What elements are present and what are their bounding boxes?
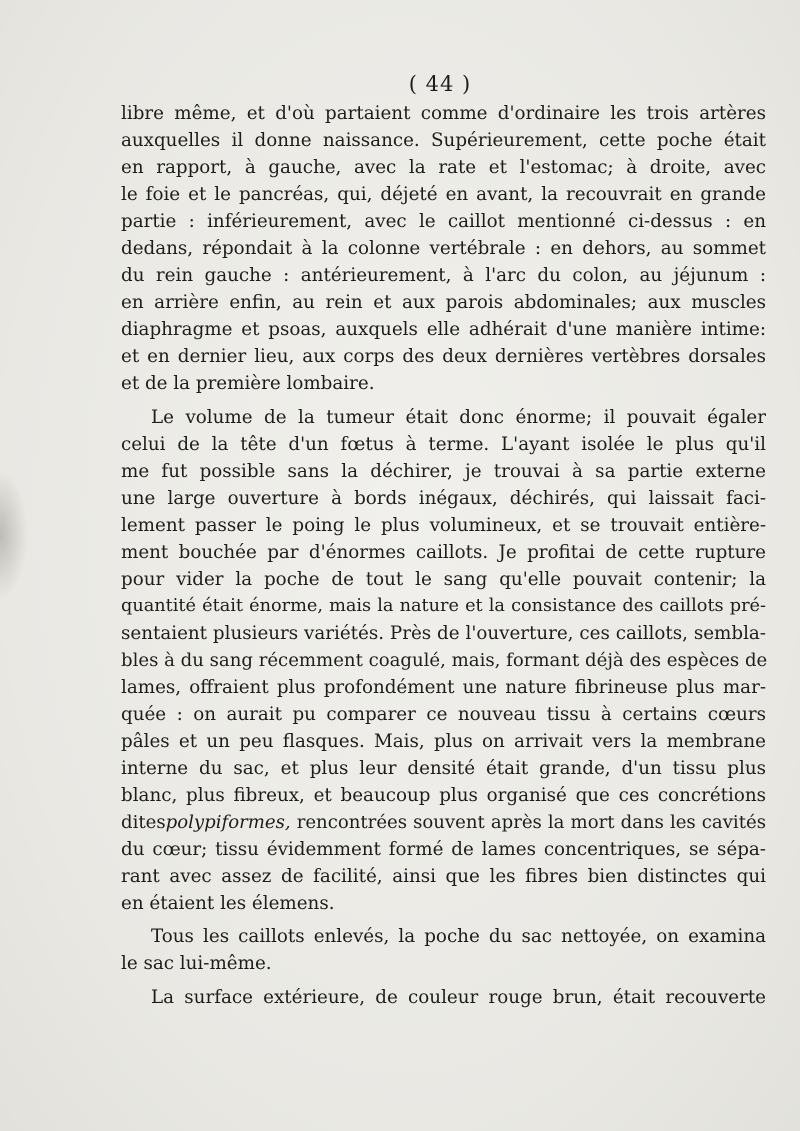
text-line: du rein gauche : antérieurement, à l'arc du colon, au jéjunum : <box>121 265 766 287</box>
text-line: interne du sac, et plus leur densité était grande, d'un tissu plus <box>121 758 766 780</box>
text-line: me fut possible sans la déchirer, je trouvai à sa partie externe <box>121 460 766 482</box>
italic-term: polypiformes, <box>165 812 291 834</box>
text-line: en rapport, à gauche, avec la rate et l'estomac; à droite, avec <box>121 157 766 179</box>
text-segment: rencontrées souvent après la mort dans les cavités <box>296 812 766 834</box>
text-line: lames, offraient plus profondément une nature fibrineuse plus mar- <box>121 676 766 698</box>
body-text <box>121 100 766 1011</box>
text-line: rant avec assez de facilité, ainsi que les fibres bien distinctes qui <box>121 866 766 888</box>
text-line: partie : inférieurement, avec le caillot mentionné ci-dessus : en <box>121 211 766 233</box>
text-line: le sac lui-même. <box>121 953 272 975</box>
text-line-mixed <box>121 809 766 836</box>
text-line: libre même, et d'où partaient comme d'ordinaire les trois artères <box>121 103 766 124</box>
paragraph-start-line: Tous les caillots enlevés, la poche du sac nettoyée, on examina <box>151 926 766 948</box>
page-stain <box>0 470 28 600</box>
text-line: ment bouchée par d'énormes caillots. Je profitai de cette rupture <box>121 541 766 563</box>
text-line: et de la première lombaire. <box>121 373 375 395</box>
text-line: quée : on aurait pu comparer ce nouveau tissu à certains cœurs <box>121 704 766 726</box>
page-number: ( 44 ) <box>408 72 472 96</box>
text-line: pour vider la poche de tout le sang qu'elle pouvait contenir; la <box>121 568 766 590</box>
text-line: quantité était énorme, mais la nature et la consistance des caillots pré- <box>121 595 766 616</box>
text-line: celui de la tête d'un fœtus à terme. L'ayant isolée le plus qu'il <box>121 433 766 455</box>
text-line: dedans, répondait à la colonne vertébrale : en dehors, au sommet <box>121 238 766 260</box>
text-line: en arrière enfin, au rein et aux parois abdominales; aux muscles <box>121 292 766 314</box>
text-line: auxquelles il donne naissance. Supérieurement, cette poche était <box>121 130 766 152</box>
text-line: le foie et le pancréas, qui, déjeté en avant, la recouvrait en grande <box>121 184 766 206</box>
text-line: bles à du sang récemment coagulé, mais, formant déjà des espèces de <box>121 649 768 671</box>
paragraph-start-line: La surface extérieure, de couleur rouge brun, était recouverte <box>151 986 766 1008</box>
text-line: du cœur; tissu évidemment formé de lames concentriques, se sépa- <box>121 839 766 861</box>
text-line: blanc, plus fibreux, et beaucoup plus organisé que ces concrétions <box>121 785 766 807</box>
text-line: une large ouverture à bords inégaux, déchirés, qui laissait faci- <box>121 487 766 509</box>
text-segment: dites <box>121 812 166 834</box>
text-line: en étaient les élemens. <box>121 893 335 915</box>
text-line: sentaient plusieurs variétés. Près de l'ouverture, ces caillots, sembla- <box>121 622 766 644</box>
text-line: diaphragme et psoas, auxquels elle adhérait d'une manière intime: <box>121 319 766 341</box>
text-line: et en dernier lieu, aux corps des deux dernières vertèbres dorsales <box>121 346 766 368</box>
text-line: pâles et un peu flasques. Mais, plus on arrivait vers la membrane <box>121 731 766 753</box>
text-line: lement passer le poing le plus volumineux, et se trouvait entière- <box>121 514 766 536</box>
paragraph-start-line: Le volume de la tumeur était donc énorme; il pouvait égaler <box>151 406 766 428</box>
